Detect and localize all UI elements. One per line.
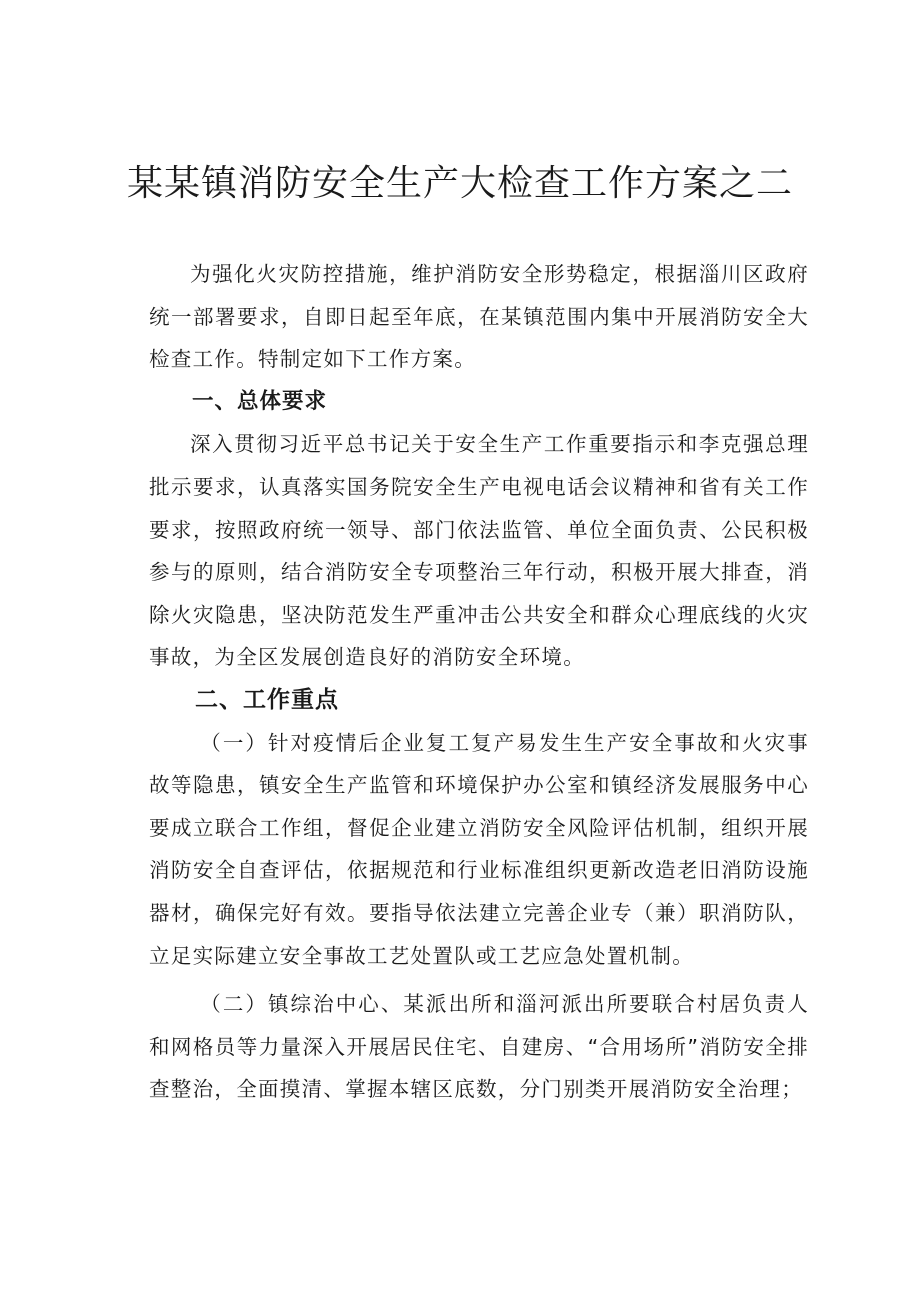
general-requirements-paragraph: 深入贯彻习近平总书记关于安全生产工作重要指示和李克强总理批示要求，认真落实国务院安全生产电视电话会议精神和省有关工作要求，按照政府统一领导、部门依法监管、单位全面负责、公民积极参与的原则，结合消防安全专项整治三年行动，积极开展大排查，消除火灾隐患，坚决防范发生严重冲击公共安全和群众心理底线的火灾事故，为全区发展创造良好的消防安全环境。: [149, 432, 809, 670]
document-body: [149, 253, 809, 1111]
section-heading-work-focus: 二、工作重点: [195, 686, 339, 713]
work-focus-item-2: （二）镇综治中心、某派出所和淄河派出所要联合村居负责人和网格员等力量深入开展居民住宅、自建房、“合用场所”消防安全排查整治，全面摸清、掌握本辖区底数，分门别类开展消防安全治理；: [149, 992, 809, 1102]
document-title: 某某镇消防安全生产大检查工作方案之二: [126, 163, 793, 204]
work-focus-item-1: （一）针对疫情后企业复工复产易发生生产安全事故和火灾事故等隐患，镇安全生产监管和环境保护办公室和镇经济发展服务中心要成立联合工作组，督促企业建立消防安全风险评估机制，组织开展消防安全自查评估，依据规范和行业标准组织更新改造老旧消防设施器材，确保完好有效。要指导依法建立完善企业专（兼）职消防队，立足实际建立安全事故工艺处置队或工艺应急处置机制。: [149, 730, 809, 968]
section-heading-general-requirements: 一、总体要求: [192, 388, 328, 414]
intro-paragraph: 为强化火灾防控措施，维护消防安全形势稳定，根据淄川区政府统一部署要求，自即日起至年底，在某镇范围内集中开展消防安全大检查工作。特制定如下工作方案。: [149, 262, 809, 372]
